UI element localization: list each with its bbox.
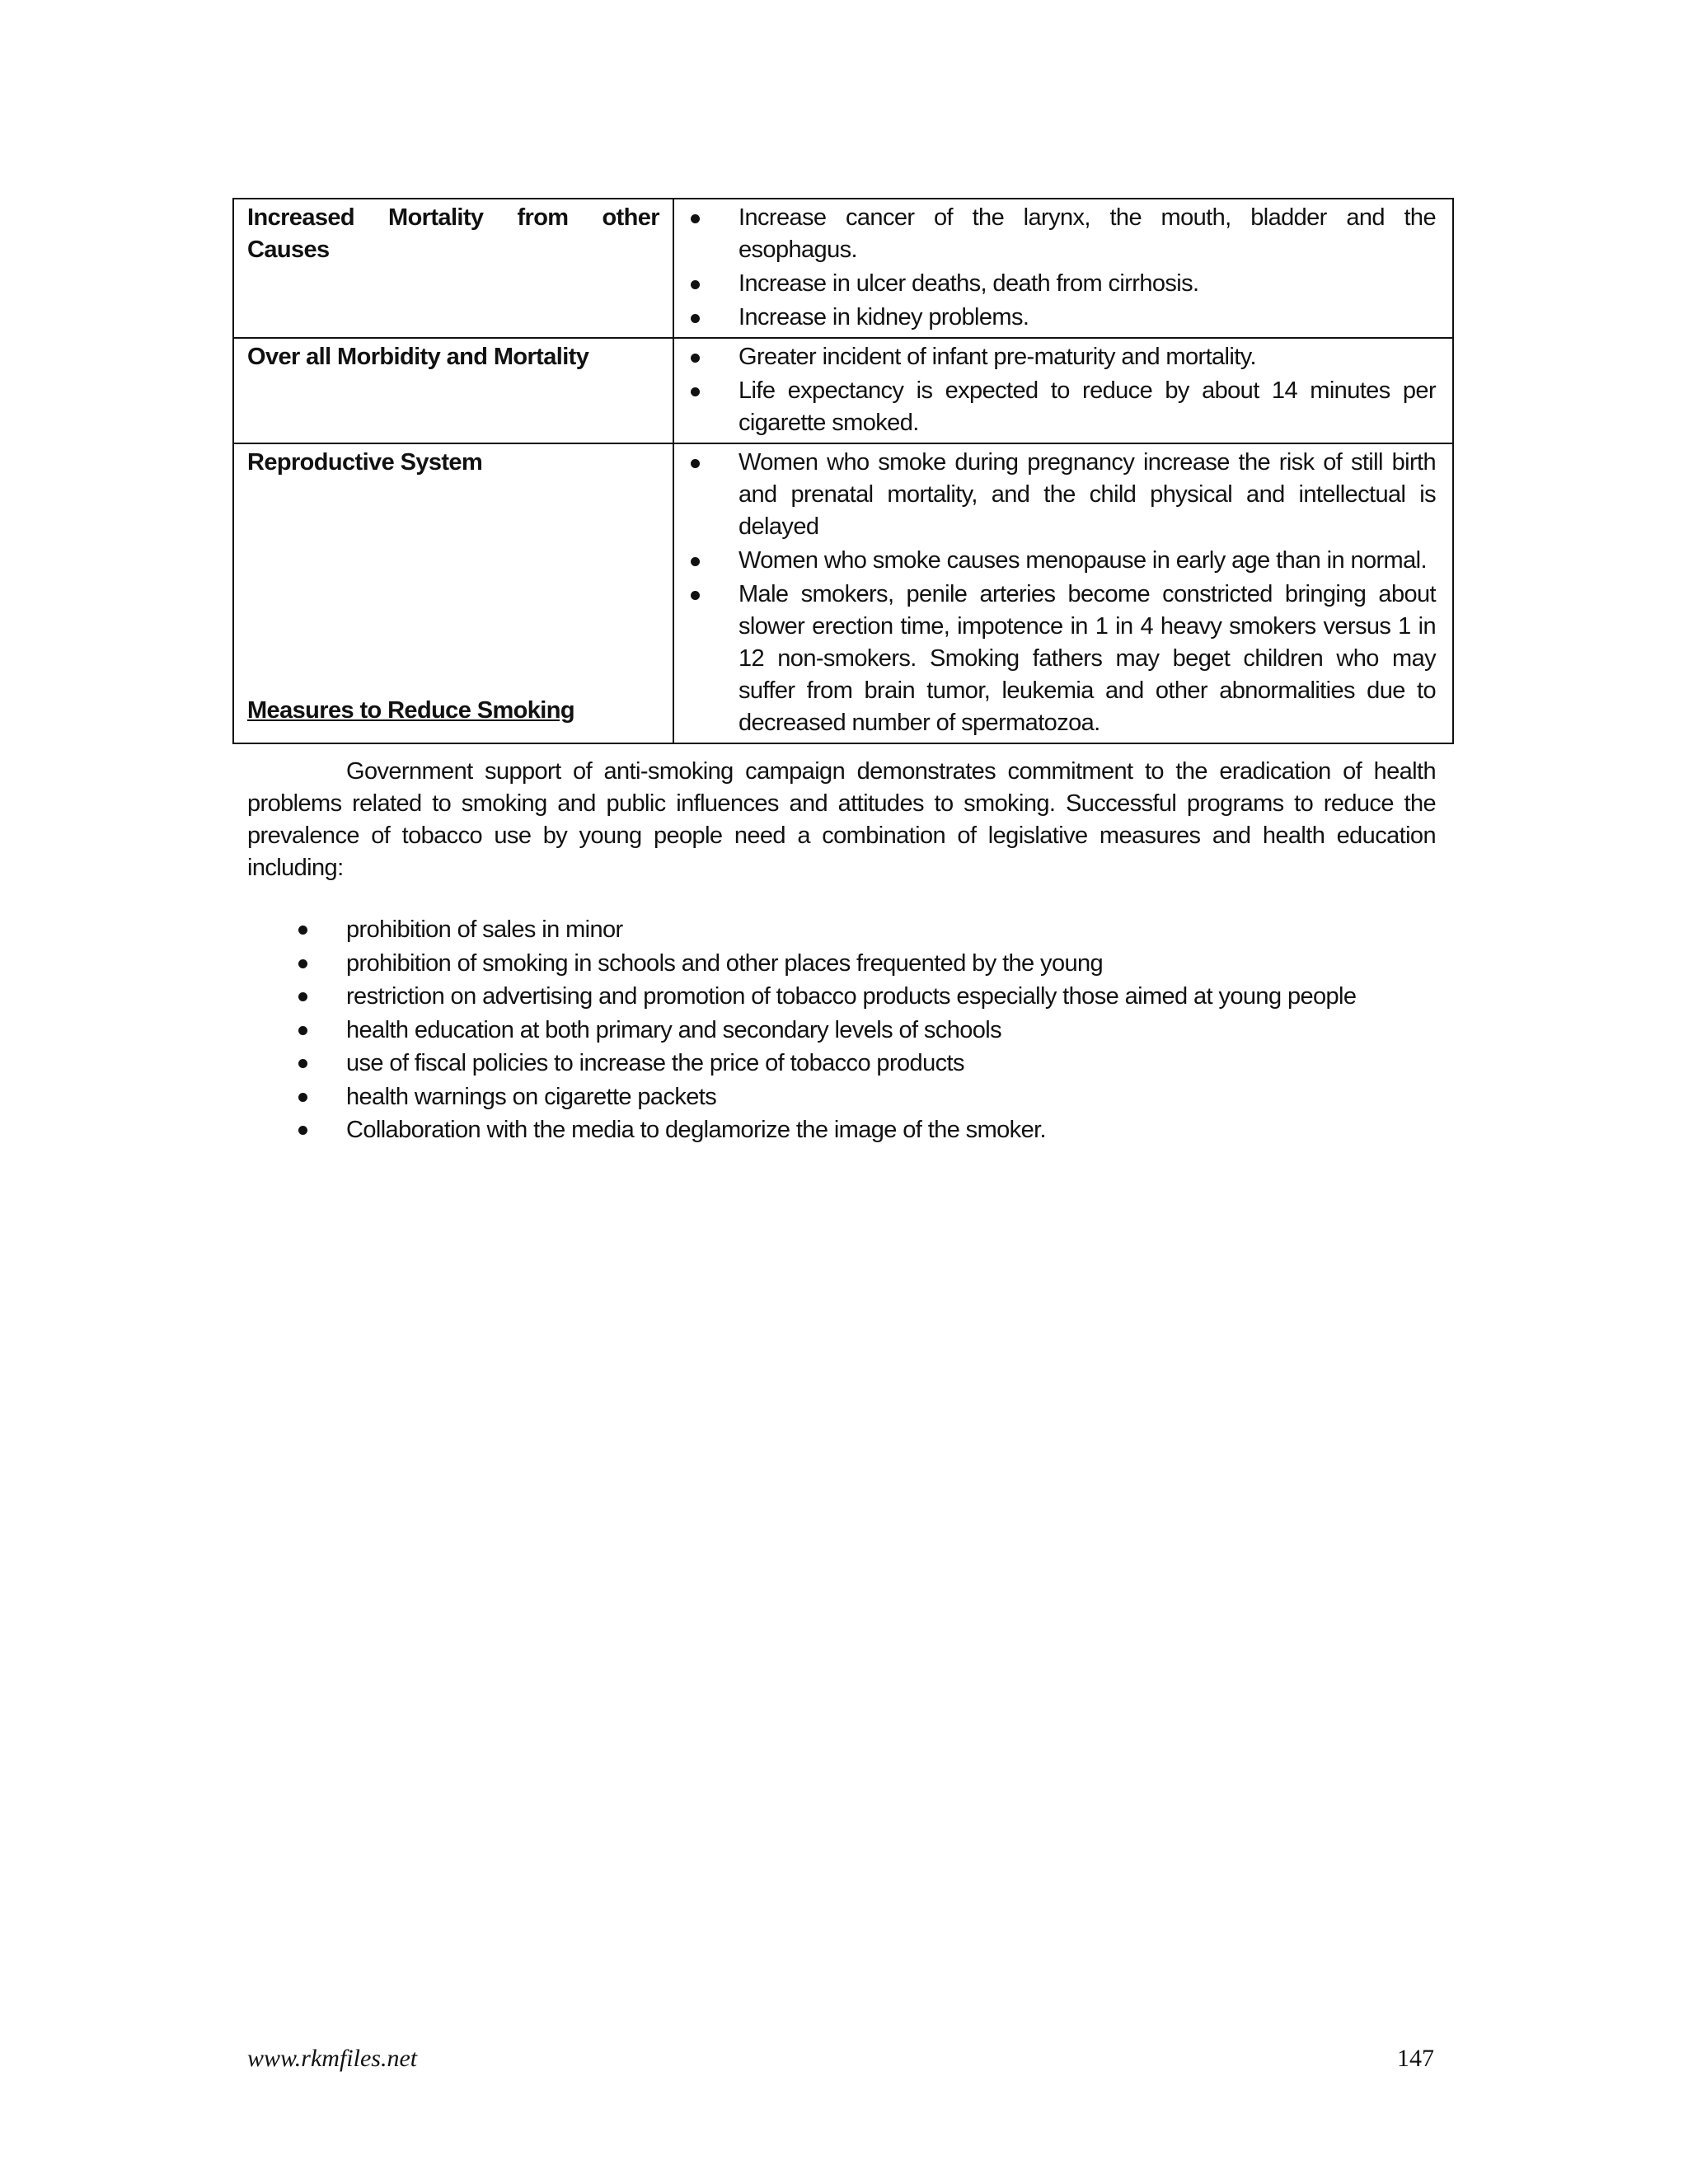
row-bullet-list [674,202,1436,334]
health-effects-table [232,198,1454,744]
row-label: Increased Mortality from other Causes [233,199,673,338]
table-row [233,338,1453,443]
list-item: health warnings on cigarette packets [247,1080,1436,1114]
list-item: Women who smoke during pregnancy increase the risk of still birth and prenatal mortality, and the child physical and intellectual is delayed [674,447,1436,543]
row-items-cell [673,443,1453,743]
list-item: Greater incident of infant pre-maturity and mortality. [674,341,1436,373]
list-item: Women who smoke causes menopause in early age than in normal. [674,545,1436,577]
list-item: Increase in kidney problems. [674,302,1436,334]
footer-url: www.rkmfiles.net [247,2045,418,2072]
list-item: Male smokers, penile arteries become constricted bringing about slower erection time, impotence in 1 in 4 heavy smokers versus 1 in 12 non-smokers. Smoking fathers may beget children who may suffer from brain tumor, leukemia and other abnormalities due to decreased number of spermatozoa. [674,579,1436,739]
row-label: Over all Morbidity and Mortality [233,338,673,443]
list-item: Increase in ulcer deaths, death from cirrhosis. [674,268,1436,300]
list-item: use of fiscal policies to increase the price of tobacco products [247,1047,1436,1080]
list-item: prohibition of smoking in schools and other places frequented by the young [247,947,1436,981]
row-bullet-list [674,341,1436,439]
list-item: restriction on advertising and promotion of tobacco products especially those aimed at young people [247,980,1436,1014]
list-item: Life expectancy is expected to reduce by about 14 minutes per cigarette smoked. [674,375,1436,439]
row-items-cell [673,199,1453,338]
page-number: 147 [1397,2045,1434,2072]
row-label: Reproductive System [233,443,673,743]
table-row [233,199,1453,338]
list-item: prohibition of sales in minor [247,913,1436,947]
list-item: Increase cancer of the larynx, the mouth, bladder and the esophagus. [674,202,1436,266]
list-item: health education at both primary and secondary levels of schools [247,1014,1436,1047]
section-heading: Measures to Reduce Smoking [247,697,574,724]
intro-paragraph: Government support of anti-smoking campaign demonstrates commitment to the eradication of health problems related to smoking and public influences and attitudes to smoking. Successful programs to reduce the prevalence of tobacco use by young people need a combination of legislative measures and health education including: [247,758,1436,881]
row-items-cell [673,338,1453,443]
row-bullet-list [674,447,1436,739]
measures-list [247,913,1436,1147]
list-item: Collaboration with the media to deglamorize the image of the smoker. [247,1113,1436,1147]
